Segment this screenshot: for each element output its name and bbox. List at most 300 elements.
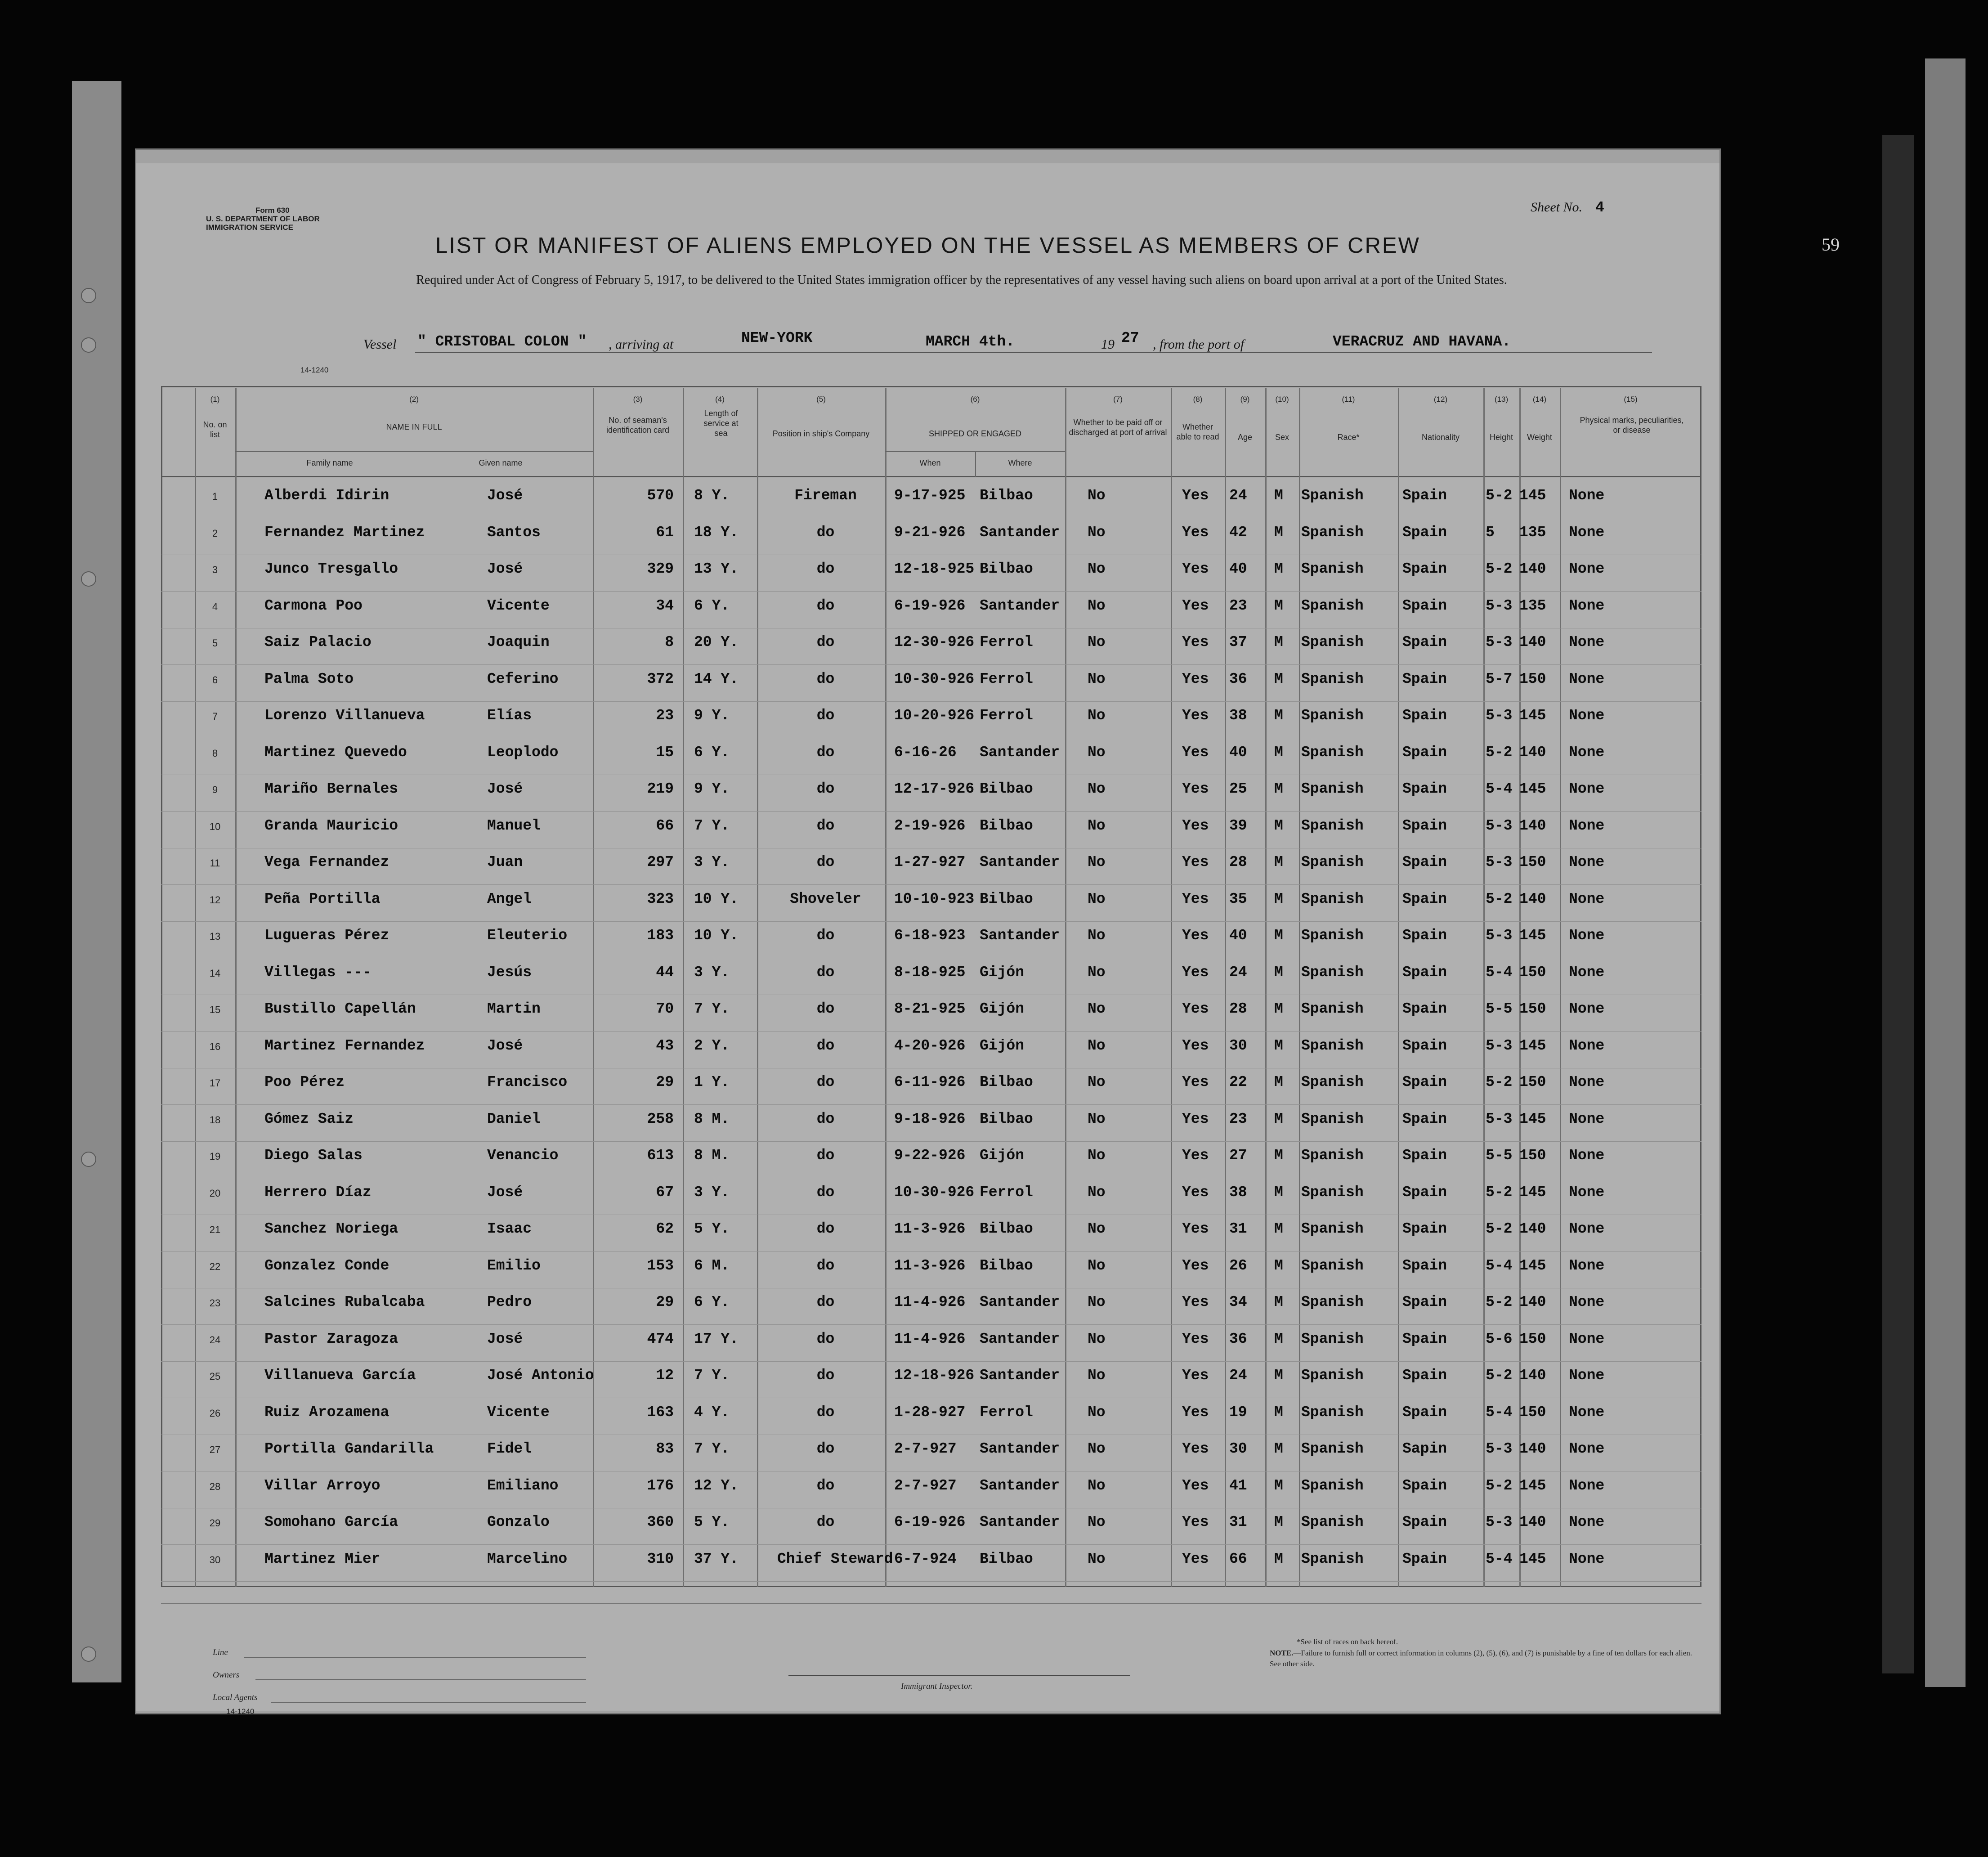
height: 5-3 <box>1486 707 1513 724</box>
family-name: Salcines Rubalcaba <box>264 1294 425 1310</box>
shipped-where: Gijón <box>980 964 1025 981</box>
header-seaman-card: No. of seaman's identification card <box>606 416 670 435</box>
age: 40 <box>1229 744 1247 761</box>
race: Spanish <box>1301 1220 1364 1237</box>
ship-position: do <box>816 1367 835 1384</box>
shipped-when: 11-3-926 <box>894 1220 966 1237</box>
table-row <box>136 1143 1719 1179</box>
race: Spanish <box>1301 1330 1364 1347</box>
physical-marks: None <box>1569 561 1605 577</box>
race: Spanish <box>1301 597 1364 614</box>
able-to-read: Yes <box>1182 1257 1209 1274</box>
table-row <box>136 556 1719 592</box>
sex: M <box>1274 817 1283 834</box>
height: 5-3 <box>1486 854 1513 870</box>
paid-off: No <box>1088 524 1106 541</box>
paid-off: No <box>1088 1000 1106 1017</box>
given-name: Fidel <box>487 1440 532 1457</box>
seaman-card-no: 613 <box>647 1147 674 1164</box>
race: Spanish <box>1301 1257 1364 1274</box>
nationality: Spain <box>1402 561 1447 577</box>
family-name: Martinez Quevedo <box>264 744 407 761</box>
age: 27 <box>1229 1147 1247 1164</box>
shipped-when: 10-10-923 <box>894 890 975 907</box>
race: Spanish <box>1301 1404 1364 1421</box>
race: Spanish <box>1301 1037 1364 1054</box>
shipped-where: Santander <box>980 927 1060 944</box>
paid-off: No <box>1088 927 1106 944</box>
weight: 140 <box>1519 1294 1546 1310</box>
height: 5-5 <box>1486 1147 1513 1164</box>
age: 25 <box>1229 780 1247 797</box>
page-title: LIST OR MANIFEST OF ALIENS EMPLOYED ON THE VESSEL AS MEMBERS OF CREW <box>435 233 1420 258</box>
ship-position: do <box>816 1184 835 1201</box>
sex: M <box>1274 1550 1283 1567</box>
age: 41 <box>1229 1477 1247 1494</box>
race: Spanish <box>1301 854 1364 870</box>
age: 38 <box>1229 707 1247 724</box>
weight: 145 <box>1519 1037 1546 1054</box>
ship-position: do <box>816 524 835 541</box>
ship-position: Fireman <box>794 487 857 504</box>
nationality: Spain <box>1402 597 1447 614</box>
seaman-card-no: 153 <box>647 1257 674 1274</box>
physical-marks: None <box>1569 1550 1605 1567</box>
ship-position: do <box>816 1037 835 1054</box>
age: 28 <box>1229 1000 1247 1017</box>
physical-marks: None <box>1569 1514 1605 1530</box>
shipped-where: Santander <box>980 854 1060 870</box>
row-number: 20 <box>209 1187 221 1199</box>
row-number: 9 <box>212 784 218 795</box>
row-number: 7 <box>212 711 218 722</box>
family-name: Sanchez Noriega <box>264 1220 398 1237</box>
given-name: Daniel <box>487 1110 541 1127</box>
paid-off: No <box>1088 1147 1106 1164</box>
family-name: Poo Pérez <box>264 1074 345 1090</box>
sex: M <box>1274 1514 1283 1530</box>
weight: 140 <box>1519 1514 1546 1530</box>
nationality: Spain <box>1402 1220 1447 1237</box>
nationality: Spain <box>1402 634 1447 650</box>
age: 24 <box>1229 1367 1247 1384</box>
race: Spanish <box>1301 964 1364 981</box>
row-number: 23 <box>209 1297 221 1309</box>
table-row <box>136 1033 1719 1069</box>
header-when: When <box>919 458 941 467</box>
sex: M <box>1274 524 1283 541</box>
shipped-when: 10-20-926 <box>894 707 975 724</box>
footer-inspector-label: Immigrant Inspector. <box>901 1682 973 1691</box>
shipped-when: 12-18-926 <box>894 1367 975 1384</box>
sheet-number: Sheet No. 4 <box>1531 199 1604 216</box>
physical-marks: None <box>1569 1330 1605 1347</box>
height: 5-2 <box>1486 487 1513 504</box>
sex: M <box>1274 1184 1283 1201</box>
shipped-when: 10-30-926 <box>894 670 975 687</box>
family-name: Palma Soto <box>264 670 354 687</box>
seaman-card-no: 29 <box>656 1294 674 1310</box>
given-name: Gonzalo <box>487 1514 550 1530</box>
row-number: 8 <box>212 747 218 759</box>
age: 38 <box>1229 1184 1247 1201</box>
nationality: Spain <box>1402 1257 1447 1274</box>
age: 40 <box>1229 561 1247 577</box>
race: Spanish <box>1301 1074 1364 1090</box>
age: 23 <box>1229 597 1247 614</box>
length-of-service: 6 M. <box>694 1257 730 1274</box>
shipped-where: Ferrol <box>980 634 1033 650</box>
nationality: Spain <box>1402 1514 1447 1530</box>
family-name: Villegas --- <box>264 964 372 981</box>
paid-off: No <box>1088 1404 1106 1421</box>
family-name: Ruiz Arozamena <box>264 1404 390 1421</box>
shipped-where: Santander <box>980 1330 1060 1347</box>
height: 5-3 <box>1486 1514 1513 1530</box>
height: 5-2 <box>1486 561 1513 577</box>
height: 5-4 <box>1486 1550 1513 1567</box>
able-to-read: Yes <box>1182 1477 1209 1494</box>
able-to-read: Yes <box>1182 817 1209 834</box>
family-name: Junco Tresgallo <box>264 561 398 577</box>
table-row <box>136 1216 1719 1252</box>
nationality: Spain <box>1402 1037 1447 1054</box>
physical-marks: None <box>1569 1404 1605 1421</box>
paid-off: No <box>1088 1440 1106 1457</box>
family-name: Bustillo Capellán <box>264 1000 416 1017</box>
paid-off: No <box>1088 1330 1106 1347</box>
sex: M <box>1274 1367 1283 1384</box>
row-number: 17 <box>209 1077 221 1089</box>
race: Spanish <box>1301 890 1364 907</box>
given-name: Martin <box>487 1000 541 1017</box>
header-no-on-list: No. on list <box>203 420 227 439</box>
length-of-service: 6 Y. <box>694 744 730 761</box>
shipped-where: Gijón <box>980 1000 1025 1017</box>
table-row <box>136 1546 1719 1583</box>
family-name: Lugueras Pérez <box>264 927 390 944</box>
nationality: Spain <box>1402 1110 1447 1127</box>
family-name: Carmona Poo <box>264 597 363 614</box>
length-of-service: 12 Y. <box>694 1477 739 1494</box>
nationality: Spain <box>1402 487 1447 504</box>
ship-position: do <box>816 1220 835 1237</box>
shipped-where: Gijón <box>980 1147 1025 1164</box>
paid-off: No <box>1088 817 1106 834</box>
length-of-service: 2 Y. <box>694 1037 730 1054</box>
shipped-where: Santander <box>980 597 1060 614</box>
length-of-service: 1 Y. <box>694 1074 730 1090</box>
ship-position: do <box>816 744 835 761</box>
family-name: Gómez Saiz <box>264 1110 354 1127</box>
paid-off: No <box>1088 1110 1106 1127</box>
seaman-card-no: 360 <box>647 1514 674 1530</box>
weight: 145 <box>1519 1257 1546 1274</box>
able-to-read: Yes <box>1182 1550 1209 1567</box>
header-length-service: Length of service at sea <box>703 409 739 438</box>
length-of-service: 10 Y. <box>694 927 739 944</box>
shipped-where: Santander <box>980 1367 1060 1384</box>
footer-note: NOTE.—Failure to furnish full or correct information in columns (2), (5), (6), and (7) is punishable by a fine of ten dollars for each alien. See other side. <box>1270 1649 1692 1668</box>
seaman-card-no: 44 <box>656 964 674 981</box>
given-name: José <box>487 780 523 797</box>
sex: M <box>1274 964 1283 981</box>
able-to-read: Yes <box>1182 964 1209 981</box>
table-row <box>136 1180 1719 1216</box>
header-age: Age <box>1237 433 1253 442</box>
seaman-card-no: 183 <box>647 927 674 944</box>
length-of-service: 10 Y. <box>694 890 739 907</box>
able-to-read: Yes <box>1182 927 1209 944</box>
given-name: Elías <box>487 707 532 724</box>
shipped-when: 2-7-927 <box>894 1477 957 1494</box>
able-to-read: Yes <box>1182 1110 1209 1127</box>
table-row <box>136 849 1719 886</box>
age: 28 <box>1229 854 1247 870</box>
race: Spanish <box>1301 927 1364 944</box>
race: Spanish <box>1301 1477 1364 1494</box>
header-sex: Sex <box>1275 433 1290 442</box>
header-able-read: Whether able to read <box>1176 422 1219 441</box>
ship-position: do <box>816 1110 835 1127</box>
family-name: Vega Fernandez <box>264 854 390 870</box>
given-name: José <box>487 1037 523 1054</box>
height: 5-3 <box>1486 597 1513 614</box>
height: 5-2 <box>1486 1294 1513 1310</box>
seaman-card-no: 66 <box>656 817 674 834</box>
sex: M <box>1274 561 1283 577</box>
seaman-card-no: 67 <box>656 1184 674 1201</box>
family-name: Lorenzo Villanueva <box>264 707 425 724</box>
nationality: Spain <box>1402 744 1447 761</box>
paid-off: No <box>1088 744 1106 761</box>
physical-marks: None <box>1569 1257 1605 1274</box>
physical-marks: None <box>1569 634 1605 650</box>
header-name-in-full: NAME IN FULL <box>386 422 442 431</box>
arrival-year: 27 <box>1121 330 1139 346</box>
able-to-read: Yes <box>1182 634 1209 650</box>
paid-off: No <box>1088 1367 1106 1384</box>
physical-marks: None <box>1569 1110 1605 1127</box>
weight: 150 <box>1519 1330 1546 1347</box>
weight: 135 <box>1519 597 1546 614</box>
sex: M <box>1274 927 1283 944</box>
seaman-card-no: 15 <box>656 744 674 761</box>
row-number: 21 <box>209 1224 221 1235</box>
weight: 150 <box>1519 1404 1546 1421</box>
length-of-service: 4 Y. <box>694 1404 730 1421</box>
shipped-where: Bilbao <box>980 1257 1033 1274</box>
paid-off: No <box>1088 780 1106 797</box>
able-to-read: Yes <box>1182 1440 1209 1457</box>
given-name: Eleuterio <box>487 927 568 944</box>
shipped-when: 11-3-926 <box>894 1257 966 1274</box>
age: 22 <box>1229 1074 1247 1090</box>
height: 5-3 <box>1486 634 1513 650</box>
shipped-when: 6-11-926 <box>894 1074 966 1090</box>
paid-off: No <box>1088 634 1106 650</box>
ship-position: do <box>816 1257 835 1274</box>
given-name: Jesús <box>487 964 532 981</box>
height: 5-2 <box>1486 890 1513 907</box>
physical-marks: None <box>1569 707 1605 724</box>
weight: 145 <box>1519 1110 1546 1127</box>
table-row <box>136 483 1719 519</box>
height: 5-3 <box>1486 817 1513 834</box>
table-row <box>136 776 1719 812</box>
sex: M <box>1274 1257 1283 1274</box>
height: 5-4 <box>1486 1404 1513 1421</box>
able-to-read: Yes <box>1182 1514 1209 1530</box>
seaman-card-no: 29 <box>656 1074 674 1090</box>
physical-marks: None <box>1569 1367 1605 1384</box>
paid-off: No <box>1088 561 1106 577</box>
length-of-service: 9 Y. <box>694 780 730 797</box>
nationality: Spain <box>1402 1184 1447 1201</box>
ship-position: do <box>816 817 835 834</box>
height: 5-2 <box>1486 744 1513 761</box>
family-name: Portilla Gandarilla <box>264 1440 434 1457</box>
age: 36 <box>1229 1330 1247 1347</box>
paid-off: No <box>1088 487 1106 504</box>
sex: M <box>1274 597 1283 614</box>
row-number: 24 <box>209 1334 221 1346</box>
footer-race-note: *See list of races on back hereof. <box>1297 1637 1398 1646</box>
header-where: Where <box>1008 458 1032 467</box>
page-subtitle: Required under Act of Congress of February 5, 1917, to be delivered to the United States immigration officer by the representatives of any vessel having such aliens on board upon arrival at a port of the United States. <box>416 273 1507 287</box>
length-of-service: 8 M. <box>694 1110 730 1127</box>
age: 40 <box>1229 927 1247 944</box>
table-row <box>136 1069 1719 1106</box>
height: 5-2 <box>1486 1220 1513 1237</box>
physical-marks: None <box>1569 854 1605 870</box>
paid-off: No <box>1088 707 1106 724</box>
header-given-name: Given name <box>479 458 523 467</box>
shipped-where: Bilbao <box>980 487 1033 504</box>
physical-marks: None <box>1569 1184 1605 1201</box>
shipped-when: 6-19-926 <box>894 1514 966 1530</box>
able-to-read: Yes <box>1182 1147 1209 1164</box>
paid-off: No <box>1088 854 1106 870</box>
weight: 135 <box>1519 524 1546 541</box>
ship-position: do <box>816 927 835 944</box>
sex: M <box>1274 890 1283 907</box>
physical-marks: None <box>1569 1477 1605 1494</box>
given-name: Manuel <box>487 817 541 834</box>
table-row <box>136 1363 1719 1399</box>
length-of-service: 20 Y. <box>694 634 739 650</box>
row-number: 18 <box>209 1114 221 1126</box>
shipped-where: Santander <box>980 524 1060 541</box>
height: 5-4 <box>1486 1257 1513 1274</box>
ship-position: do <box>816 634 835 650</box>
family-name: Villar Arroyo <box>264 1477 381 1494</box>
seaman-card-no: 8 <box>665 634 674 650</box>
header-family-name: Family name <box>306 458 353 467</box>
nationality: Spain <box>1402 1000 1447 1017</box>
given-name: José <box>487 1184 523 1201</box>
weight: 140 <box>1519 890 1546 907</box>
ship-position: Chief Steward <box>777 1550 893 1567</box>
sex: M <box>1274 1037 1283 1054</box>
header-position: Position in ship's Company <box>772 429 870 438</box>
able-to-read: Yes <box>1182 1330 1209 1347</box>
physical-marks: None <box>1569 817 1605 834</box>
row-number: 5 <box>212 637 218 649</box>
seaman-card-no: 43 <box>656 1037 674 1054</box>
physical-marks: None <box>1569 1147 1605 1164</box>
row-number: 11 <box>210 857 220 869</box>
seaman-card-no: 12 <box>656 1367 674 1384</box>
table-row <box>136 1473 1719 1509</box>
nationality: Spain <box>1402 1147 1447 1164</box>
race: Spanish <box>1301 1367 1364 1384</box>
given-name: Vicente <box>487 1404 550 1421</box>
length-of-service: 3 Y. <box>694 854 730 870</box>
header-shipped: SHIPPED OR ENGAGED <box>928 429 1022 438</box>
table-row <box>136 666 1719 703</box>
able-to-read: Yes <box>1182 1294 1209 1310</box>
height: 5-2 <box>1486 1074 1513 1090</box>
shipped-when: 6-19-926 <box>894 597 966 614</box>
shipped-when: 2-19-926 <box>894 817 966 834</box>
arrival-date: MARCH 4th. <box>926 333 1015 350</box>
physical-marks: None <box>1569 670 1605 687</box>
length-of-service: 6 Y. <box>694 1294 730 1310</box>
family-name: Somohano García <box>264 1514 398 1530</box>
weight: 145 <box>1519 707 1546 724</box>
family-name: Diego Salas <box>264 1147 363 1164</box>
age: 30 <box>1229 1037 1247 1054</box>
race: Spanish <box>1301 670 1364 687</box>
family-name: Saiz Palacio <box>264 634 372 650</box>
nationality: Spain <box>1402 524 1447 541</box>
sex: M <box>1274 707 1283 724</box>
table-row <box>136 1106 1719 1143</box>
ship-position: do <box>816 1404 835 1421</box>
seaman-card-no: 34 <box>656 597 674 614</box>
sex: M <box>1274 854 1283 870</box>
weight: 140 <box>1519 1220 1546 1237</box>
age: 35 <box>1229 890 1247 907</box>
binder-hole <box>81 1646 96 1662</box>
able-to-read: Yes <box>1182 1000 1209 1017</box>
row-number: 30 <box>209 1554 221 1565</box>
shipped-where: Bilbao <box>980 1550 1033 1567</box>
age: 37 <box>1229 634 1247 650</box>
row-number: 16 <box>209 1041 221 1052</box>
table-row <box>136 593 1719 629</box>
length-of-service: 7 Y. <box>694 1440 730 1457</box>
header-paid-off: Whether to be paid off or discharged at port of arrival <box>1069 418 1167 437</box>
age: 19 <box>1229 1404 1247 1421</box>
race: Spanish <box>1301 1147 1364 1164</box>
weight: 145 <box>1519 487 1546 504</box>
seaman-card-no: 310 <box>647 1550 674 1567</box>
table-row <box>136 740 1719 776</box>
length-of-service: 9 Y. <box>694 707 730 724</box>
able-to-read: Yes <box>1182 854 1209 870</box>
table-row <box>136 629 1719 666</box>
height: 5-4 <box>1486 964 1513 981</box>
length-of-service: 18 Y. <box>694 524 739 541</box>
sex: M <box>1274 1477 1283 1494</box>
sex: M <box>1274 1074 1283 1090</box>
ship-position: do <box>816 1294 835 1310</box>
nationality: Spain <box>1402 1550 1447 1567</box>
header-physical-marks: Physical marks, peculiarities, or disease <box>1580 416 1684 435</box>
ship-position: do <box>816 707 835 724</box>
